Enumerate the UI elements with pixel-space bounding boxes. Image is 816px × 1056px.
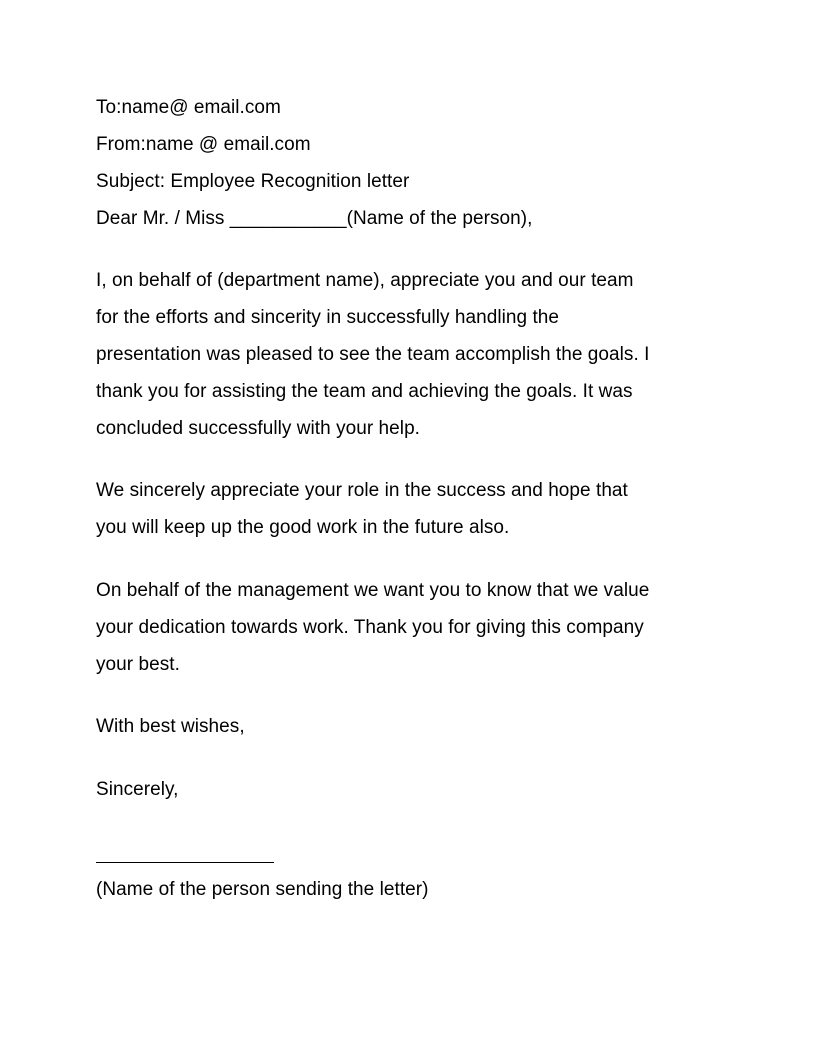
subject-line: Subject: Employee Recognition letter xyxy=(96,171,410,192)
from-line: From:name @ email.com xyxy=(96,134,311,155)
closing-wishes: With best wishes, xyxy=(96,716,245,737)
signature-line xyxy=(96,862,274,863)
salutation-line: Dear Mr. / Miss ___________(Name of the person), xyxy=(96,208,533,229)
paragraph1-line-5: concluded successfully with your help. xyxy=(96,418,421,439)
signature-caption: (Name of the person sending the letter) xyxy=(96,879,429,900)
paragraph1-line-3: presentation was pleased to see the team accomplish the goals. I xyxy=(96,344,650,365)
paragraph1-line-2: for the efforts and sincerity in successfully handling the xyxy=(96,307,560,328)
closing-signoff: Sincerely, xyxy=(96,779,179,800)
to-line: To:name@ email.com xyxy=(96,97,281,118)
paragraph2-line-1: We sincerely appreciate your role in the success and hope that xyxy=(96,480,628,501)
paragraph3-line-3: your best. xyxy=(96,654,180,675)
paragraph2-line-2: you will keep up the good work in the future also. xyxy=(96,517,510,538)
paragraph3-line-2: your dedication towards work. Thank you for giving this company xyxy=(96,617,644,638)
paragraph1-line-1: I, on behalf of (department name), appreciate you and our team xyxy=(96,270,634,291)
paragraph3-line-1: On behalf of the management we want you to know that we value xyxy=(96,580,650,601)
paragraph1-line-4: thank you for assisting the team and achieving the goals. It was xyxy=(96,381,633,402)
